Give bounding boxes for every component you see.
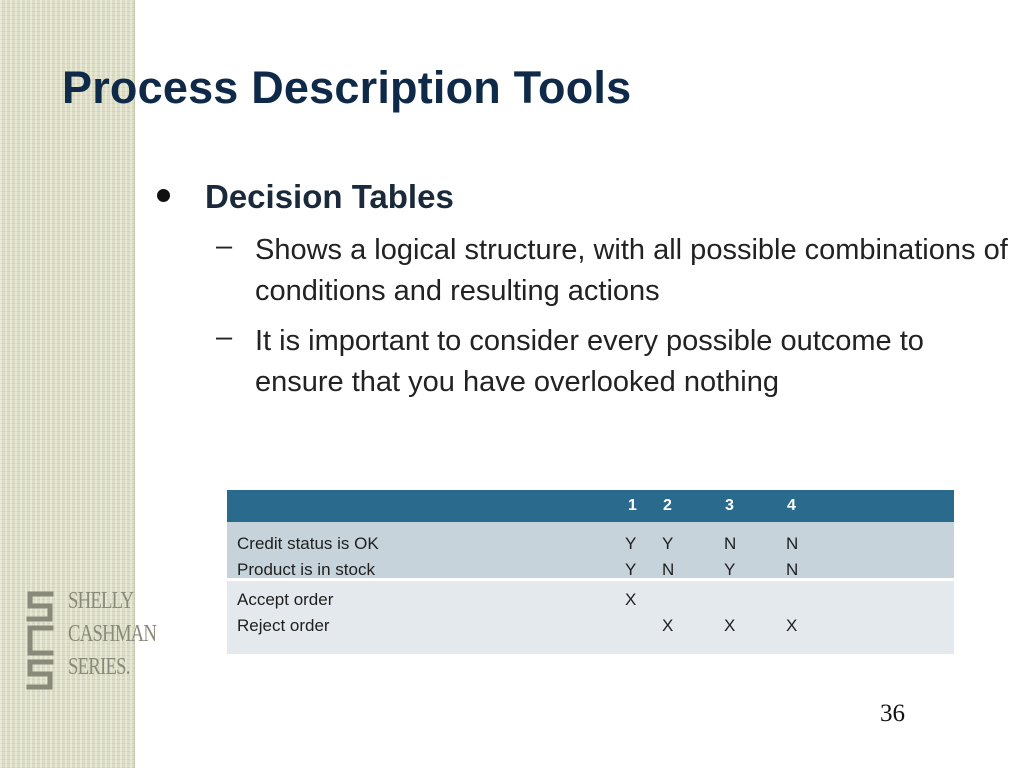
logo-line: SHELLY <box>68 588 134 614</box>
condition-cell: Y <box>625 534 637 553</box>
slide-title: Process Description Tools <box>62 62 632 113</box>
sub-bullet-text: It is important to consider every possible outcome to ensure that you have overlooked nothing <box>255 325 924 398</box>
action-cell: X <box>662 616 674 635</box>
rule-number: 2 <box>663 497 672 514</box>
action-cell: X <box>724 616 736 635</box>
decision-table-header <box>227 490 954 522</box>
scs-logo-mark-icon <box>24 588 56 692</box>
logo-line: CASHMAN <box>68 621 157 647</box>
page-number: 36 <box>880 700 905 727</box>
decision-table <box>227 490 954 654</box>
condition-label: Credit status is OK <box>237 534 379 553</box>
dash-bullet-icon: – <box>216 230 233 262</box>
condition-cell: Y <box>625 560 637 579</box>
actions-section <box>227 581 954 654</box>
action-label: Accept order <box>237 590 334 609</box>
dash-bullet-icon: – <box>216 321 233 353</box>
conditions-section <box>227 522 954 578</box>
condition-label: Product is in stock <box>237 560 375 579</box>
sidebar-divider <box>134 0 135 768</box>
shelly-cashman-series-logo <box>24 586 157 696</box>
logo-line: SERIES. <box>68 654 130 680</box>
action-cell: X <box>786 616 798 635</box>
condition-cell: N <box>786 560 799 579</box>
rule-number: 1 <box>628 497 637 514</box>
action-label: Reject order <box>237 616 330 635</box>
bullet-point-icon <box>157 189 170 202</box>
condition-cell: Y <box>662 534 674 553</box>
condition-cell: N <box>662 560 675 579</box>
action-cell: X <box>625 590 637 609</box>
rule-number: 4 <box>787 497 796 514</box>
rule-number: 3 <box>725 497 734 514</box>
condition-cell: N <box>786 534 799 553</box>
condition-cell: N <box>724 534 737 553</box>
sub-bullet-text: Shows a logical structure, with all possible combinations of conditions and resulting actions <box>255 234 1008 307</box>
condition-cell: Y <box>724 560 736 579</box>
bullet-heading: Decision Tables <box>205 178 454 215</box>
